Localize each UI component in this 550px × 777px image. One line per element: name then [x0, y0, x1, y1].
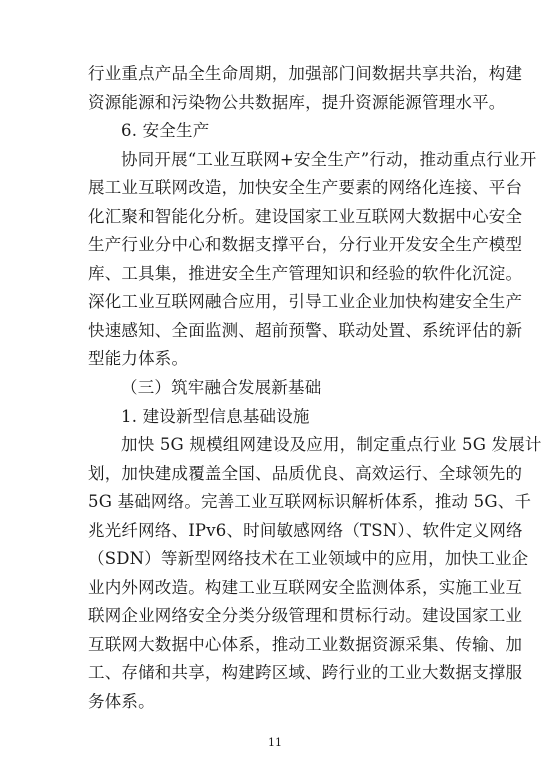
subsection-heading: 1. 建设新型信息基础设施	[121, 407, 310, 426]
text-line: 行业重点产品全生命周期，加强部门间数据共享共治，构建	[88, 64, 523, 83]
text-line: 划，加快建成覆盖全国、品质优良、高效运行、全球领先的	[88, 464, 523, 483]
text-line: 生产行业分中心和数据支撑平台，分行业开发安全生产模型	[88, 235, 523, 254]
page-number: 11	[268, 736, 282, 749]
text-line: 展工业互联网改造，加快安全生产要素的网络化连接、平台	[88, 178, 523, 197]
text-line: （SDN）等新型网络技术在工业领域中的应用，加快工业企	[88, 549, 529, 568]
subsection-heading: 6. 安全生产	[121, 121, 210, 140]
text-line: 兆光纤网络、IPv6、时间敏感网络（TSN）、软件定义网络	[88, 521, 523, 540]
text-line: 工、存储和共享，构建跨区域、跨行业的工业大数据支撑服	[88, 663, 523, 682]
text-line: 化汇聚和智能化分析。建设国家工业互联网大数据中心安全	[88, 207, 523, 226]
text-line: 务体系。	[88, 692, 155, 711]
text-line: 快速感知、全面监测、超前预警、联动处置、系统评估的新	[88, 321, 523, 340]
text-line: 型能力体系。	[88, 349, 189, 368]
text-line: 资源能源和污染物公共数据库，提升资源能源管理水平。	[88, 93, 506, 112]
section-heading: （三）筑牢融合发展新基础	[121, 378, 322, 397]
text-line: 库、工具集，推进安全生产管理知识和经验的软件化沉淀。	[88, 264, 523, 283]
text-line: 互联网大数据中心体系，推动工业数据资源采集、传输、加	[88, 635, 523, 654]
text-line: 5G 基础网络。完善工业互联网标识解析体系，推动 5G、千	[88, 492, 532, 511]
text-line: 加快 5G 规模组网建设及应用，制定重点行业 5G 发展计	[121, 435, 542, 454]
text-line: 业内外网改造。构建工业互联网安全监测体系，实施工业互	[88, 578, 523, 597]
text-line: 深化工业互联网融合应用，引导工业企业加快构建安全生产	[88, 292, 523, 311]
text-line: 联网企业网络安全分类分级管理和贯标行动。建设国家工业	[88, 606, 523, 625]
text-line: 协同开展“工业互联网+安全生产”行动，推动重点行业开	[121, 150, 537, 169]
